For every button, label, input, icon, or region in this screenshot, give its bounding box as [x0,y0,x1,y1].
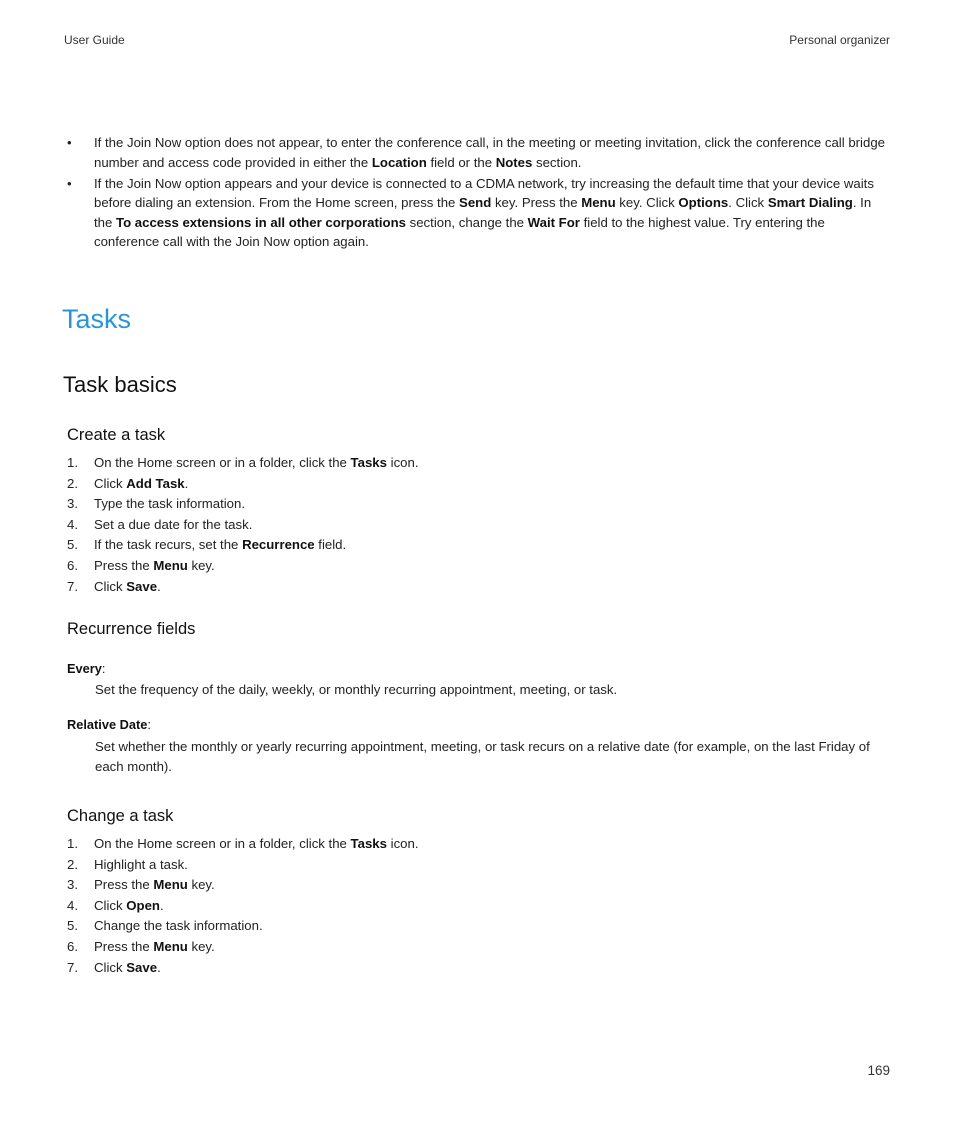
section-title: Task basics [63,372,177,397]
step-item: 7. Click Save. [67,577,887,598]
step-number: 1. [67,455,78,470]
step-number: 7. [67,578,78,594]
step-item: 4. Set a due date for the task. [67,515,887,536]
step-item: 1. On the Home screen or in a folder, click the Tasks icon. [67,834,887,855]
running-header-title: User Guide [64,33,125,47]
step-item: 6. Press the Menu key. [67,556,887,577]
step-item: 2. Click Add Task. [67,474,887,495]
step-item: 3. Type the task information. [67,494,887,515]
step-number: 2. [67,475,78,491]
definition-relative-date: Set whether the monthly or yearly recurring appointment, meeting, or task recurs on a relative date (for example, on the last Friday of each month). [95,739,870,774]
term-relative-date: Relative Date: [67,717,151,732]
definition-every: Set the frequency of the daily, weekly, or monthly recurring appointment, meeting, or task. [95,682,618,697]
running-header-section: Personal organizer [789,33,890,47]
step-item: 5. Change the task information. [67,916,887,937]
step-item: 7. Click Save. [67,958,887,979]
bullet-marker: • [67,135,72,150]
step-number: 3. [67,877,78,893]
step-number: 5. [67,537,78,553]
create-task-steps [67,453,887,597]
step-item: 4. Click Open. [67,896,887,917]
bullet-marker: • [67,175,72,191]
step-item: 6. Press the Menu key. [67,937,887,958]
step-number: 3. [67,496,78,512]
term-every: Every: [67,661,106,676]
chapter-title: Tasks [62,304,132,334]
change-task-steps [67,834,887,978]
bullet-item: • If the Join Now option appears and your device is connected to a CDMA network, try increasing the default time that your device waits before dialing an extension. From the Home screen, press the Send key. Press the Menu key. Click Options. Click Smart Dialing. In the To access extensions in all other corporations section, change the Wait For field to the highest value. Try entering the conference call with the Join Now option again. [67,175,874,250]
step-number: 1. [67,836,78,851]
step-item: 2. Highlight a task. [67,855,887,876]
step-number: 6. [67,938,78,954]
step-item: 1. On the Home screen or in a folder, click the Tasks icon. [67,453,887,474]
change-task-heading: Change a task [67,807,174,825]
step-item: 5. If the task recurs, set the Recurrence field. [67,535,887,556]
step-number: 4. [67,516,78,532]
step-number: 5. [67,918,78,934]
step-number: 4. [67,897,78,913]
intro-bullet-list [64,133,892,254]
step-number: 7. [67,959,78,975]
step-number: 2. [67,856,78,872]
page-number: 169 [867,1063,890,1078]
recurrence-fields-heading: Recurrence fields [67,620,196,638]
step-number: 6. [67,557,78,573]
create-task-heading: Create a task [67,426,166,444]
bullet-item: • If the Join Now option does not appear, to enter the conference call, in the meeting or meeting invitation, click the conference call bridge number and access code provided in either the Location field or the Notes section. [67,135,885,170]
step-item: 3. Press the Menu key. [67,875,887,896]
